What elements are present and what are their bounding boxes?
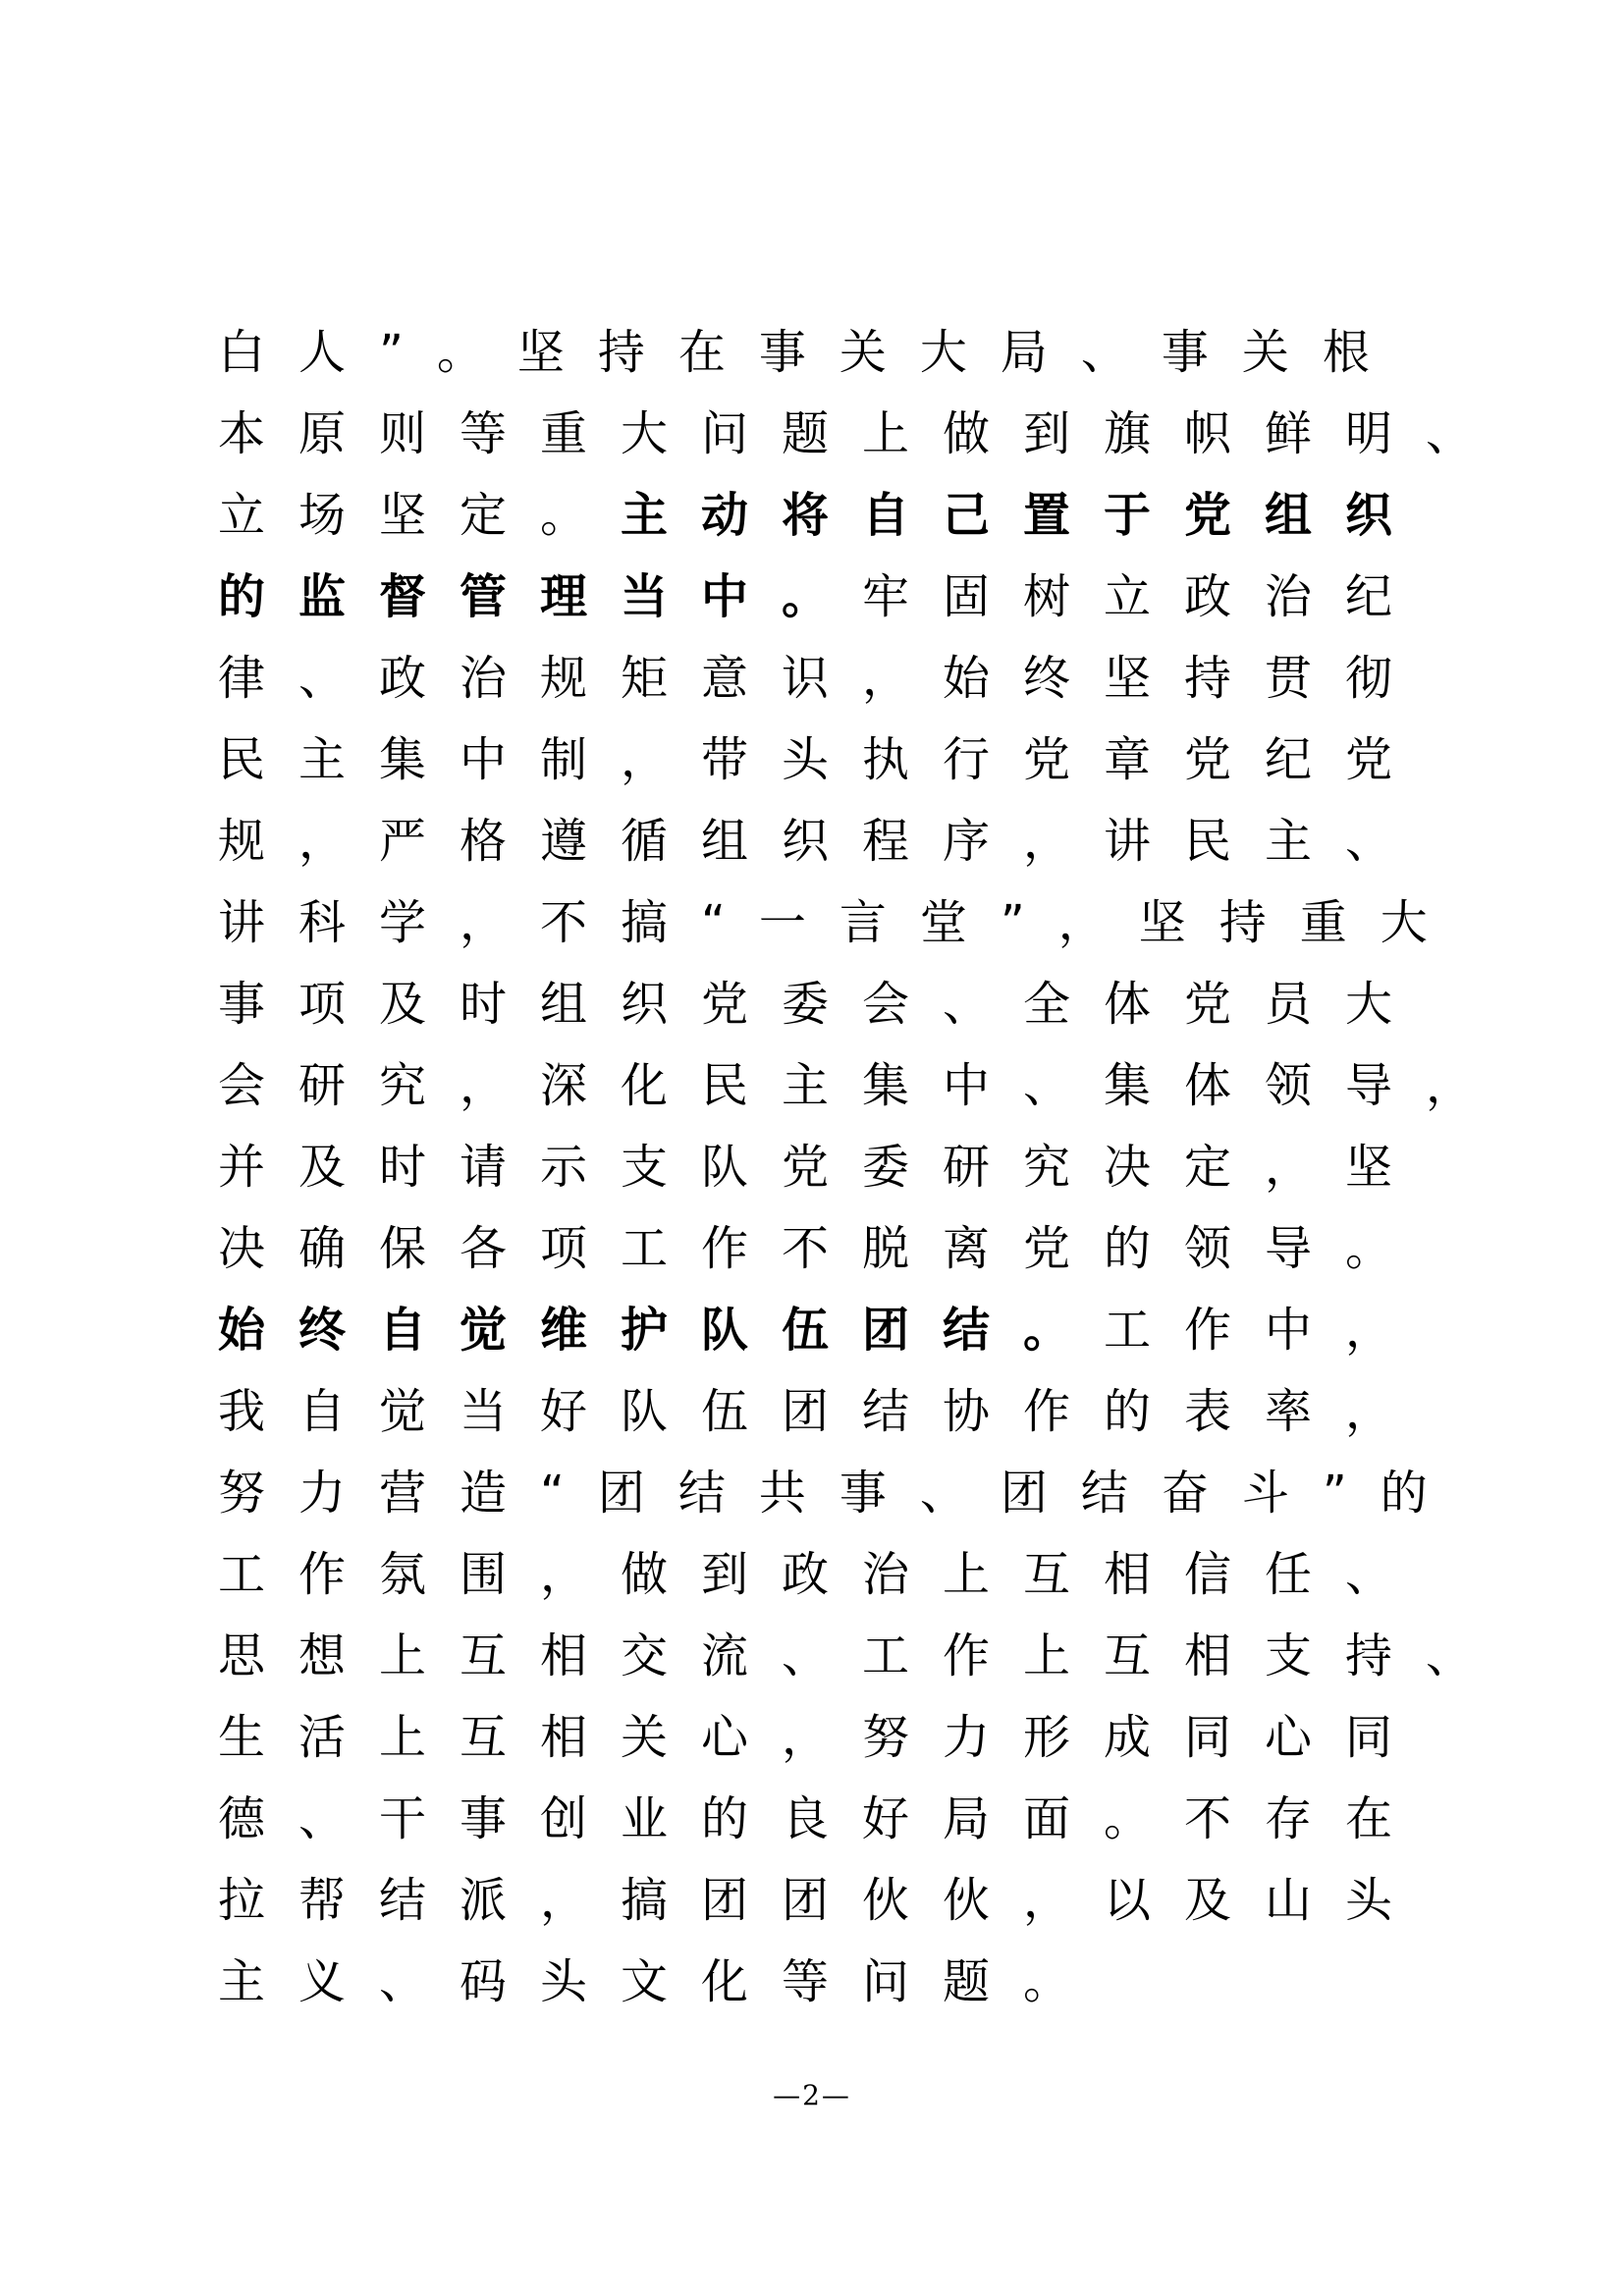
text-line-7 [218, 801, 1504, 882]
text-run: 规，严格遵循组织程序，讲民主、 [218, 814, 1427, 869]
text-run: 思想上互相交流、工作上互相支持、 [218, 1629, 1507, 1683]
text-line-20 [218, 1860, 1504, 1942]
text-run: 牢固树立政治纪 [862, 569, 1427, 624]
text-run: 德、干事创业的良好局面。不存在 [218, 1791, 1427, 1846]
text-run: 生活上互相关心，努力形成同心同 [218, 1710, 1427, 1765]
text-run: 并及时请示支队党委研究决定，坚 [218, 1140, 1427, 1195]
body-text [218, 312, 1507, 2023]
text-line-8 [218, 882, 1504, 964]
text-line-16 [218, 1534, 1504, 1616]
bold-heading-run: 始终自觉维护队伍团结。 [218, 1303, 1105, 1358]
text-line-19 [218, 1779, 1504, 1860]
text-line-17 [218, 1616, 1507, 1697]
text-line-3 [218, 475, 1504, 557]
text-line-14 [218, 1371, 1504, 1453]
text-run: 工作氛围，做到政治上互相信任、 [218, 1547, 1427, 1602]
text-line-9 [218, 964, 1504, 1045]
text-run: 拉帮结派，搞团团伙伙，以及山头 [218, 1873, 1427, 1928]
text-line-4 [218, 557, 1504, 638]
text-run: 我自觉当好队伍团结协作的表率， [218, 1384, 1427, 1439]
text-line-11 [218, 1127, 1504, 1208]
text-run: 努力营造“团结共事、团结奋斗”的 [218, 1466, 1461, 1521]
text-run: 律、政治规矩意识，始终坚持贯彻 [218, 651, 1427, 706]
bold-heading-run: 的监督管理当中。 [218, 569, 863, 624]
text-run: 事项及时组织党委会、全体党员大 [218, 977, 1427, 1032]
text-run: 主义、码头文化等问题。 [218, 1954, 1105, 2009]
text-line-18 [218, 1697, 1504, 1779]
text-run: 决确保各项工作不脱离党的领导。 [218, 1221, 1427, 1276]
text-run: 本原则等重大问题上做到旗帜鲜明、 [218, 406, 1507, 461]
page-number: —2— [773, 2079, 851, 2111]
text-run: 白人”。坚持在事关大局、事关根 [218, 325, 1403, 380]
text-run: 立场坚定。 [218, 488, 622, 543]
text-line-2 [218, 394, 1507, 475]
text-line-10 [218, 1045, 1507, 1127]
text-line-12 [218, 1208, 1504, 1290]
text-line-13 [218, 1290, 1504, 1371]
text-line-5 [218, 638, 1504, 720]
text-run: 会研究，深化民主集中、集体领导， [218, 1058, 1507, 1113]
text-run: 工作中， [1104, 1303, 1427, 1358]
bold-heading-run: 主动将自己置于党组织 [621, 488, 1427, 543]
text-line-6 [218, 720, 1504, 801]
text-run: 讲科学，不搞“一言堂”，坚持重大 [218, 895, 1461, 950]
text-line-1 [218, 312, 1504, 394]
text-run: 民主集中制，带头执行党章党纪党 [218, 732, 1427, 787]
text-line-15 [218, 1453, 1504, 1534]
text-line-21 [218, 1942, 1504, 2023]
